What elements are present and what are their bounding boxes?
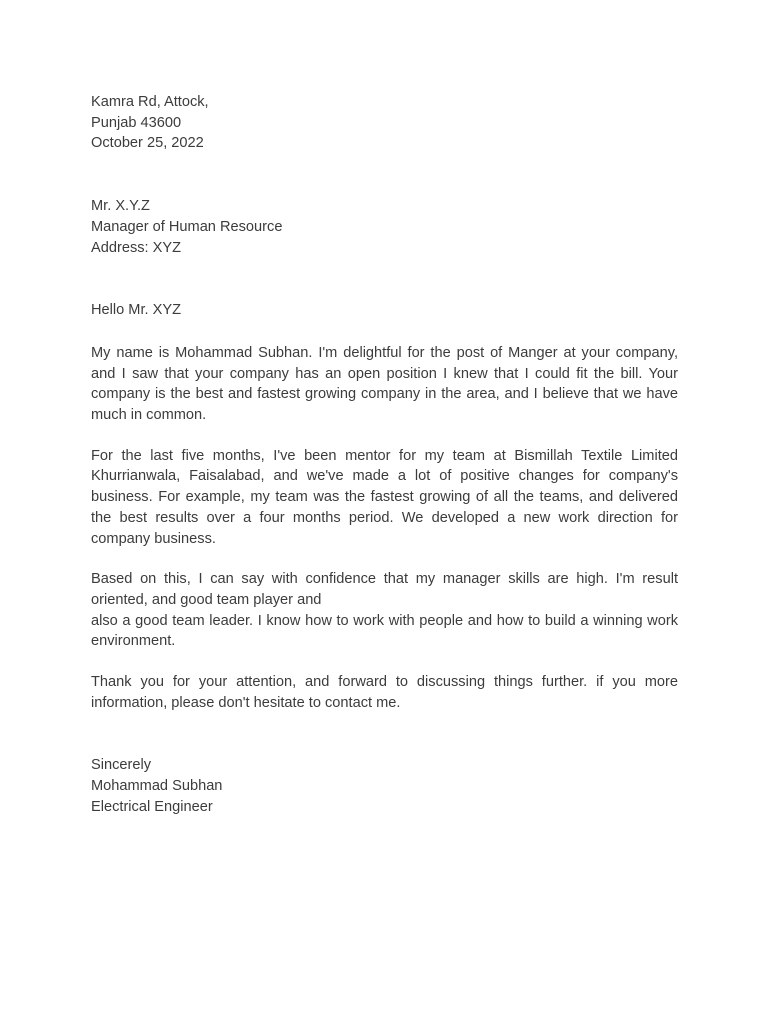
body-paragraph-3-line-1: Based on this, I can say with confidence that my manager skills are high. I'm result oriented, and good team player and: [91, 571, 678, 608]
body-paragraph-4: Thank you for your attention, and forward to discussing things further. if you more information, please don't hesitate to contact me.: [91, 674, 678, 711]
closing-word: Sincerely: [91, 757, 152, 774]
sender-address-line-2: Punjab 43600: [91, 114, 182, 131]
signature-job-title: Electrical Engineer: [91, 798, 213, 815]
recipient-title: Manager of Human Resource: [91, 218, 283, 235]
body-paragraph-3: [91, 569, 678, 652]
recipient-name: Mr. X.Y.Z: [91, 198, 150, 215]
body-paragraph-2: For the last five months, I've been mentor for my team at Bismillah Textile Limited Khurrianwala, Faisalabad, and we've made a lot of positive changes for company's business. For example, my team was the fastest growing of all the teams, and delivered the best results over a four months period. We developed a new work direction for company business.: [91, 447, 678, 547]
salutation: Hello Mr. XYZ: [91, 302, 182, 319]
signature-name: Mohammad Subhan: [91, 778, 223, 795]
recipient-address: Address: XYZ: [91, 239, 182, 256]
body-paragraph-3-line-2: also a good team leader. I know how to work with people and how to build a winning work environment.: [91, 612, 678, 650]
signature-block: [91, 755, 678, 817]
sender-address-block: [91, 92, 678, 154]
body-paragraph-1: My name is Mohammad Subhan. I'm delightful for the post of Manger at your company, and I saw that your company has an open position I knew that I could fit the bill. Your company is the best and fastest growing company in the area, and I believe that we have much in common.: [91, 344, 678, 424]
recipient-address-block: [91, 196, 678, 258]
sender-address-line-1: Kamra Rd, Attock,: [91, 94, 209, 110]
letter-date: October 25, 2022: [91, 135, 204, 152]
